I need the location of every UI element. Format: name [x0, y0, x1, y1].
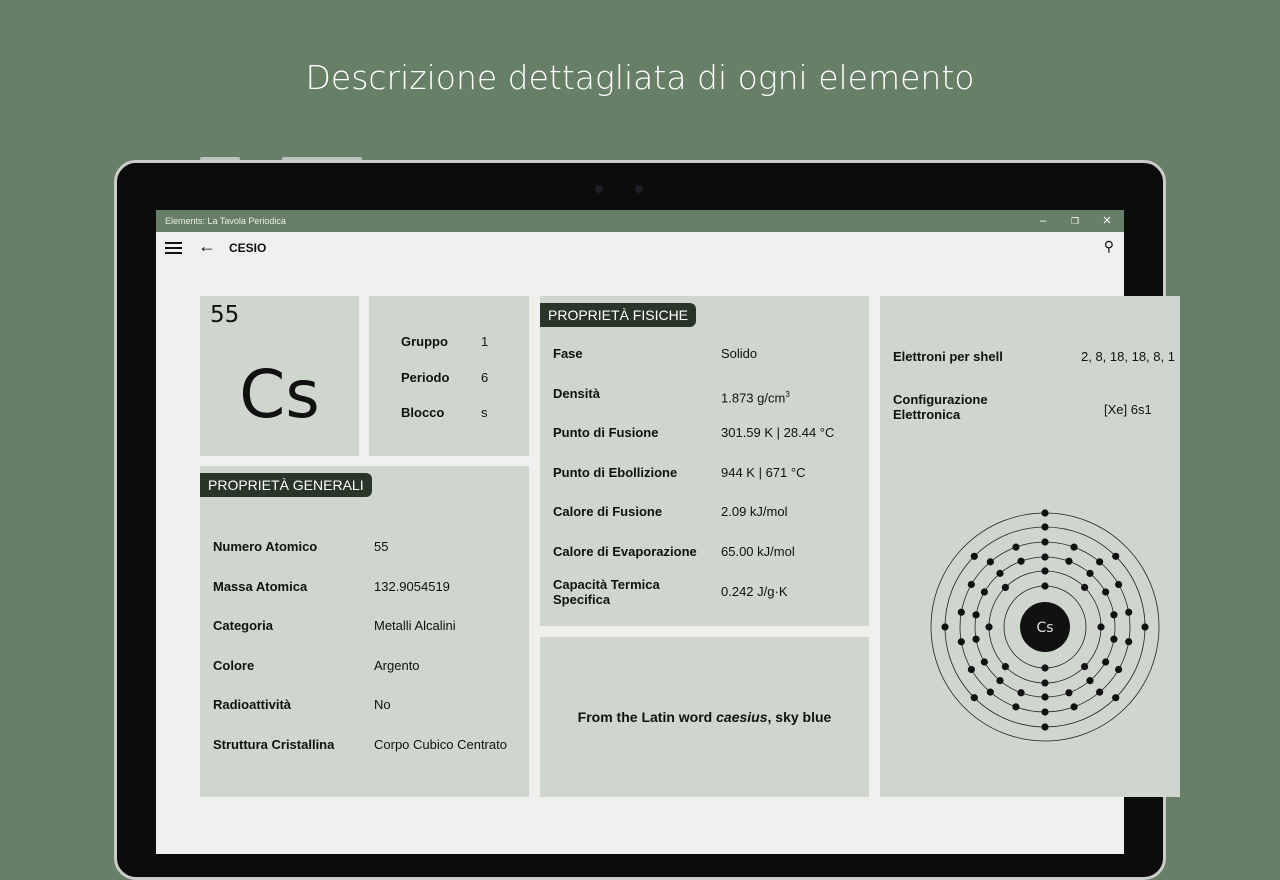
general-properties-heading: PROPRIETÀ GENERALI: [200, 473, 372, 497]
bohr-model-diagram: [880, 296, 1180, 797]
physical-value-text: 301.59 K | 28.44 °C: [721, 425, 835, 441]
electron: [1086, 677, 1093, 684]
electron: [1125, 609, 1132, 616]
electron: [971, 694, 978, 701]
physical-value: [721, 346, 757, 361]
physical-value: [721, 504, 787, 519]
general-value: 132.9054519: [374, 578, 450, 594]
electron: [968, 666, 975, 673]
electron: [1097, 623, 1104, 630]
electron: [1041, 553, 1048, 560]
electron: [1017, 558, 1024, 565]
minimize-button[interactable]: –: [1039, 215, 1047, 227]
physical-value-text: 0.242 J/g·K: [721, 583, 788, 599]
electron: [1012, 703, 1019, 710]
general-label: Categoria: [213, 618, 273, 634]
config-value: [Xe] 6s1: [1104, 402, 1152, 417]
electron: [1102, 588, 1109, 595]
electron: [1115, 581, 1122, 588]
electron: [1041, 723, 1048, 730]
physical-value: [721, 425, 834, 440]
electron: [981, 588, 988, 595]
electron: [1141, 623, 1148, 630]
electron: [1017, 689, 1024, 696]
electron: [996, 570, 1003, 577]
position-value: 1: [481, 334, 489, 349]
page-title: CESIO: [229, 241, 267, 255]
electron: [971, 553, 978, 560]
physical-label: Punto di Ebollizione: [553, 464, 678, 480]
electron: [1096, 689, 1103, 696]
electron: [968, 581, 975, 588]
electron: [1065, 689, 1072, 696]
camera-icon: [595, 185, 603, 193]
electron: [996, 677, 1003, 684]
general-label: Colore: [213, 657, 255, 673]
electron: [1102, 658, 1109, 665]
element-symbol-card: [200, 296, 359, 456]
atomic-number: 55: [210, 302, 240, 328]
superscript: 3: [785, 389, 790, 399]
electron: [1110, 611, 1117, 618]
electron: [1115, 666, 1122, 673]
position-label: Gruppo: [401, 334, 448, 349]
app-window: [156, 210, 1175, 854]
electron: [1070, 544, 1077, 551]
electron: [1041, 538, 1048, 545]
physical-value-text: 1.873 g/cm: [721, 389, 786, 405]
electron: [972, 611, 979, 618]
general-properties-card: [200, 466, 529, 797]
electron: [1041, 708, 1048, 715]
general-value: Argento: [374, 657, 420, 673]
general-label: Radioattività: [213, 697, 292, 713]
electron: [1065, 558, 1072, 565]
physical-properties-card: [540, 296, 869, 626]
general-value: Metalli Alcalini: [374, 618, 456, 634]
general-value: No: [374, 697, 391, 713]
electron: [1110, 636, 1117, 643]
electron: [1041, 509, 1048, 516]
general-label: Struttura Cristallina: [213, 737, 335, 752]
nucleus-label: Cs: [1036, 620, 1054, 636]
electron: [1081, 663, 1088, 670]
etymology-word: caesius: [716, 709, 768, 725]
electron: [1002, 584, 1009, 591]
general-value: 55: [374, 539, 389, 554]
electron: [972, 636, 979, 643]
search-icon[interactable]: ⚲: [1103, 238, 1114, 254]
close-button[interactable]: ✕: [1102, 215, 1112, 227]
restore-button[interactable]: ❐: [1070, 216, 1080, 226]
electron: [1041, 679, 1048, 686]
electron: [987, 689, 994, 696]
electron: [1086, 570, 1093, 577]
electron-card: [880, 296, 1180, 797]
physical-properties-heading: PROPRIETÀ FISICHE: [540, 303, 696, 327]
physical-value-text: 944 K | 671 °C: [721, 464, 806, 480]
electron: [987, 558, 994, 565]
electron: [1096, 558, 1103, 565]
app-bar: [156, 232, 1124, 264]
physical-value-text: 2.09 kJ/mol: [721, 504, 788, 520]
physical-label: Calore di Evaporazione: [553, 544, 697, 559]
position-label: Blocco: [401, 405, 445, 420]
physical-label: Punto di Fusione: [553, 425, 659, 441]
electron: [985, 623, 992, 630]
electron: [1112, 694, 1119, 701]
etymology-suffix: , sky blue: [767, 709, 832, 725]
general-label: Numero Atomico: [213, 539, 318, 554]
window-title: Elements: La Tavola Periodica: [165, 216, 286, 226]
position-value: s: [481, 405, 488, 420]
etymology-card: [540, 637, 869, 797]
shells-value: 2, 8, 18, 18, 8, 1: [1081, 349, 1175, 364]
physical-label: Densità: [553, 385, 600, 401]
position-card: [369, 296, 529, 456]
electron: [958, 609, 965, 616]
electron: [941, 623, 948, 630]
general-label: Massa Atomica: [213, 578, 308, 594]
electron: [1070, 703, 1077, 710]
back-arrow-icon[interactable]: ←: [198, 236, 216, 256]
electron: [1112, 553, 1119, 560]
headline: Descrizione dettagliata di ogni elemento: [305, 58, 975, 97]
electron: [1081, 584, 1088, 591]
position-label: Periodo: [401, 369, 450, 385]
physical-value: [721, 465, 805, 480]
electron: [1041, 693, 1048, 700]
electron: [1041, 567, 1048, 574]
electron: [1002, 663, 1009, 670]
hamburger-menu-icon[interactable]: [165, 242, 182, 257]
electron: [958, 638, 965, 645]
physical-value: [721, 584, 788, 599]
position-value: 6: [481, 369, 489, 385]
electron: [1041, 523, 1048, 530]
shells-label: Elettroni per shell: [893, 349, 1003, 364]
electron: [1041, 582, 1048, 589]
electron: [1012, 544, 1019, 551]
physical-value: [721, 544, 795, 559]
electron: [981, 658, 988, 665]
camera-icon: [635, 185, 643, 193]
general-value: Corpo Cubico Centrato: [374, 737, 507, 752]
physical-label: Fase: [553, 346, 583, 361]
electron: [1041, 664, 1048, 671]
etymology-prefix: From the Latin word: [577, 709, 717, 725]
physical-value-text: 65.00 kJ/mol: [721, 544, 795, 559]
physical-value: [721, 390, 790, 405]
physical-value-text: Solido: [721, 346, 758, 361]
physical-label: Calore di Fusione: [553, 504, 663, 520]
config-label: Configurazione Elettronica: [893, 392, 988, 422]
physical-label: Capacità Termica Specifica: [553, 576, 660, 607]
title-bar: [156, 210, 1124, 232]
etymology-text: [540, 709, 869, 725]
element-symbol: Cs: [239, 356, 320, 433]
electron: [1125, 638, 1132, 645]
